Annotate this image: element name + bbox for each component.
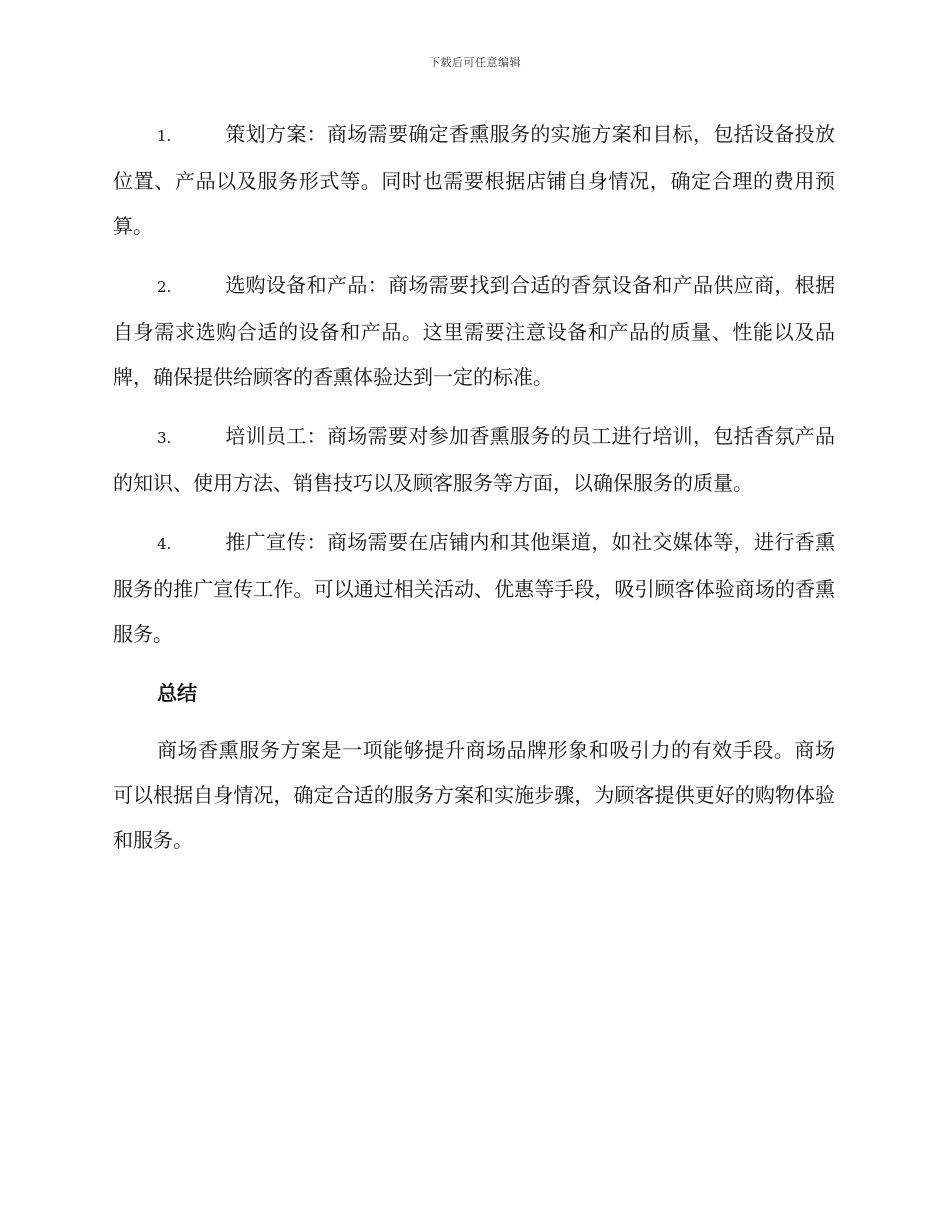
step-item-2 (113, 263, 835, 400)
step-text: 推广宣传：商场需要在店铺内和其他渠道，如社交媒体等，进行香熏服务的推广宣传工作。可以通过相关活动、优惠等手段，吸引顾客体验商场的香熏服务。 (113, 530, 835, 646)
step-item-3 (113, 414, 835, 506)
step-text: 策划方案：商场需要确定香熏服务的实施方案和目标，包括设备投放位置、产品以及服务形式等。同时也需要根据店铺自身情况，确定合理的费用预算。 (113, 122, 835, 238)
step-number: 4. (157, 535, 172, 553)
step-number: 3. (157, 429, 172, 447)
step-number: 1. (157, 127, 172, 145)
document-body (113, 112, 835, 863)
summary-paragraph: 商场香熏服务方案是一项能够提升商场品牌形象和吸引力的有效手段。商场可以根据自身情况，确定合适的服务方案和实施步骤，为顾客提供更好的购物体验和服务。 (113, 738, 835, 852)
step-text: 选购设备和产品：商场需要找到合适的香氛设备和产品供应商，根据自身需求选购合适的设备和产品。这里需要注意设备和产品的质量、性能以及品牌，确保提供给顾客的香熏体验达到一定的标准。 (113, 273, 835, 389)
step-number: 2. (157, 278, 172, 296)
summary-heading: 总结 (157, 681, 197, 705)
header-note: 下载后可任意编辑 (429, 56, 521, 69)
step-text: 培训员工：商场需要对参加香熏服务的员工进行培训，包括香氛产品的知识、使用方法、销售技巧以及顾客服务等方面，以确保服务的质量。 (113, 424, 835, 495)
step-item-1 (113, 112, 835, 249)
step-item-4 (113, 520, 835, 657)
